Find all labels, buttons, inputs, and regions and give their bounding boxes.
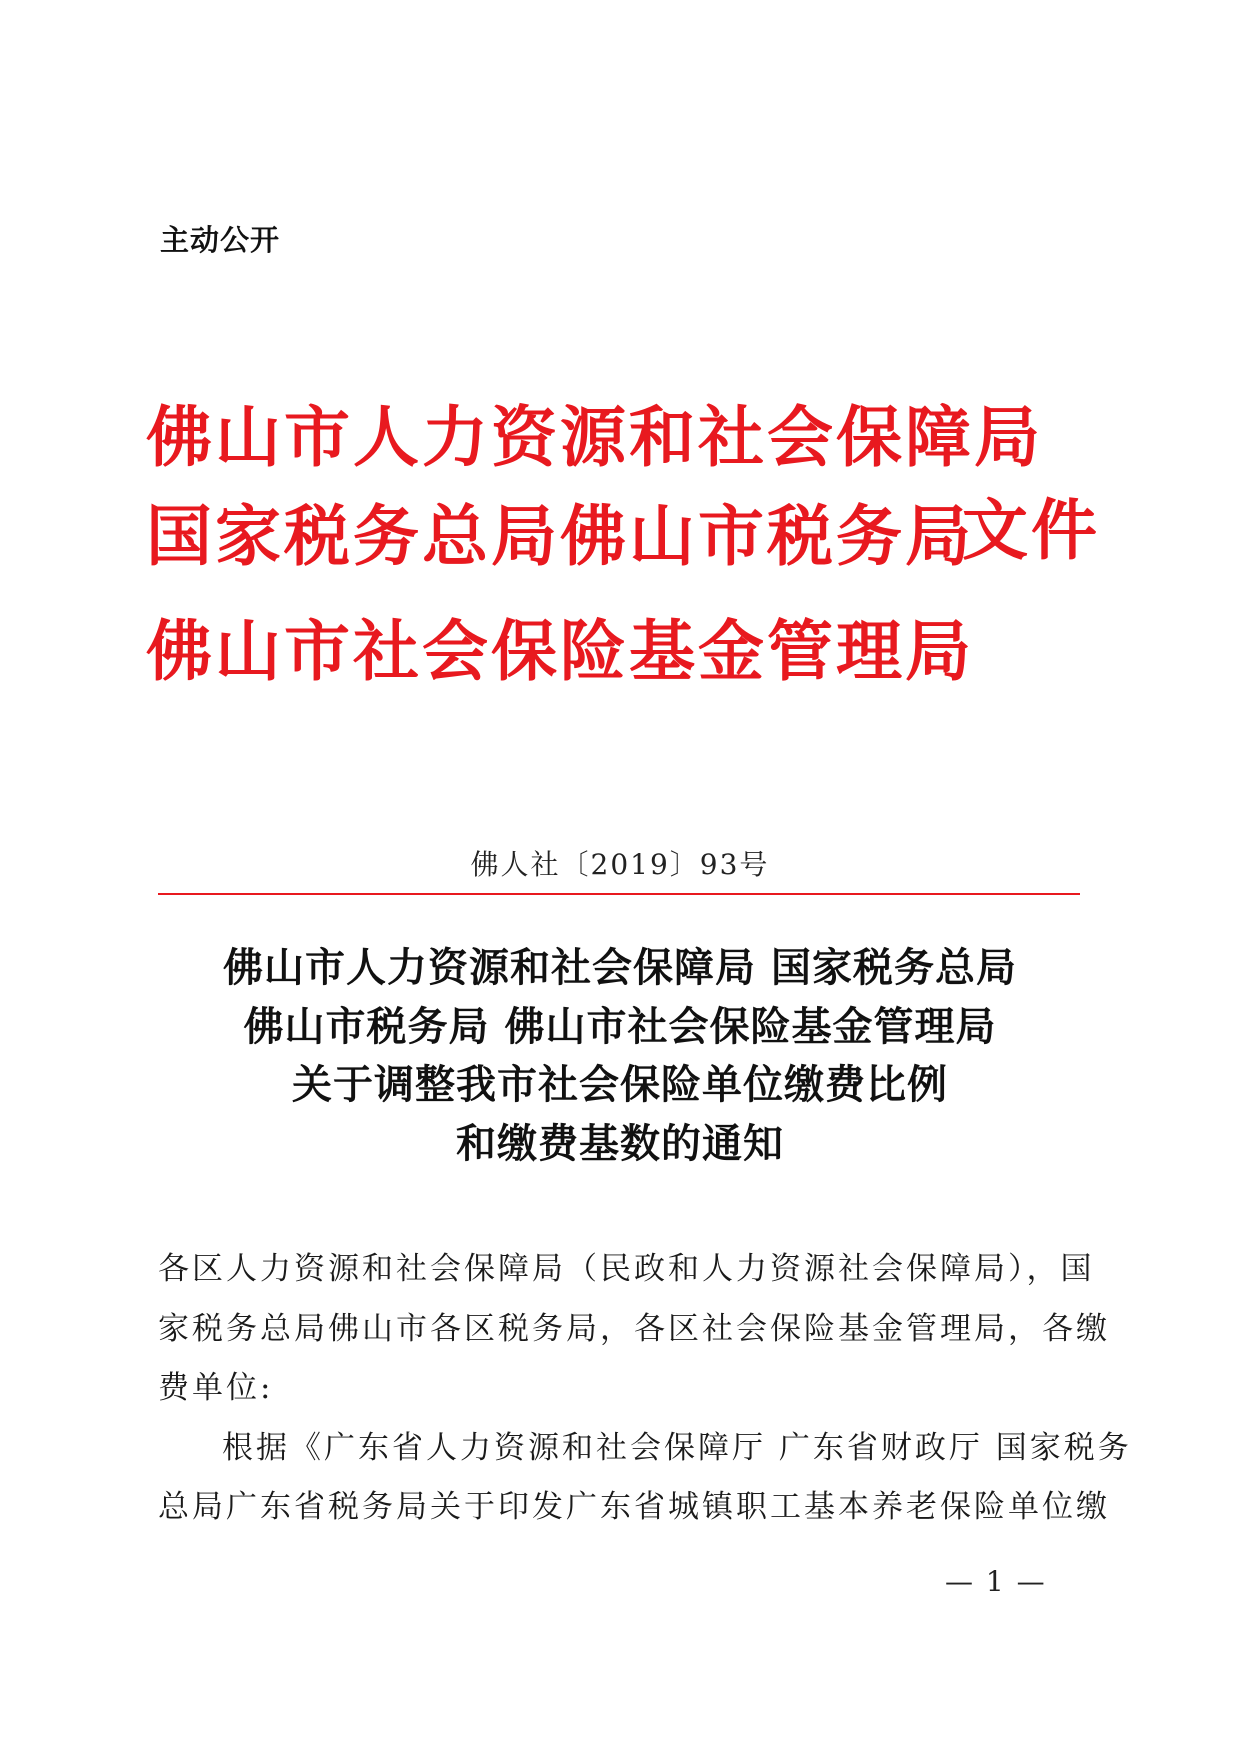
issuer-social-insurance-fund: 佛山市社会保险基金管理局 xyxy=(146,612,974,690)
body-line: 家税务总局佛山市各区税务局，各区社会保险基金管理局，各缴 xyxy=(158,1311,1110,1347)
body-line: 费单位: xyxy=(158,1370,274,1406)
body-line: 总局广东省税务局关于印发广东省城镇职工基本养老保险单位缴 xyxy=(158,1489,1110,1525)
disclosure-label: 主动公开 xyxy=(160,223,281,257)
issuer-hrss-bureau: 佛山市人力资源和社会保障局 xyxy=(146,398,1043,476)
title-line: 佛山市税务局 佛山市社会保险基金管理局 xyxy=(243,1003,997,1050)
title-line: 佛山市人力资源和社会保障局 国家税务总局 xyxy=(223,944,1017,991)
issuer-tax-bureau: 国家税务总局佛山市税务局 xyxy=(146,497,974,575)
body-line: 根据《广东省人力资源和社会保障厅 广东省财政厅 国家税务 xyxy=(222,1430,1132,1466)
document-word: 文件 xyxy=(962,491,1100,569)
body-line: 各区人力资源和社会保障局（民政和人力资源社会保障局），国 xyxy=(158,1251,1095,1287)
title-line: 关于调整我市社会保险单位缴费比例 xyxy=(292,1061,948,1108)
document-number: 佛人社〔2019〕93号 xyxy=(470,848,770,881)
page-number: — 1 — xyxy=(945,1565,1047,1598)
title-line: 和缴费基数的通知 xyxy=(456,1120,784,1167)
red-divider xyxy=(158,893,1080,895)
